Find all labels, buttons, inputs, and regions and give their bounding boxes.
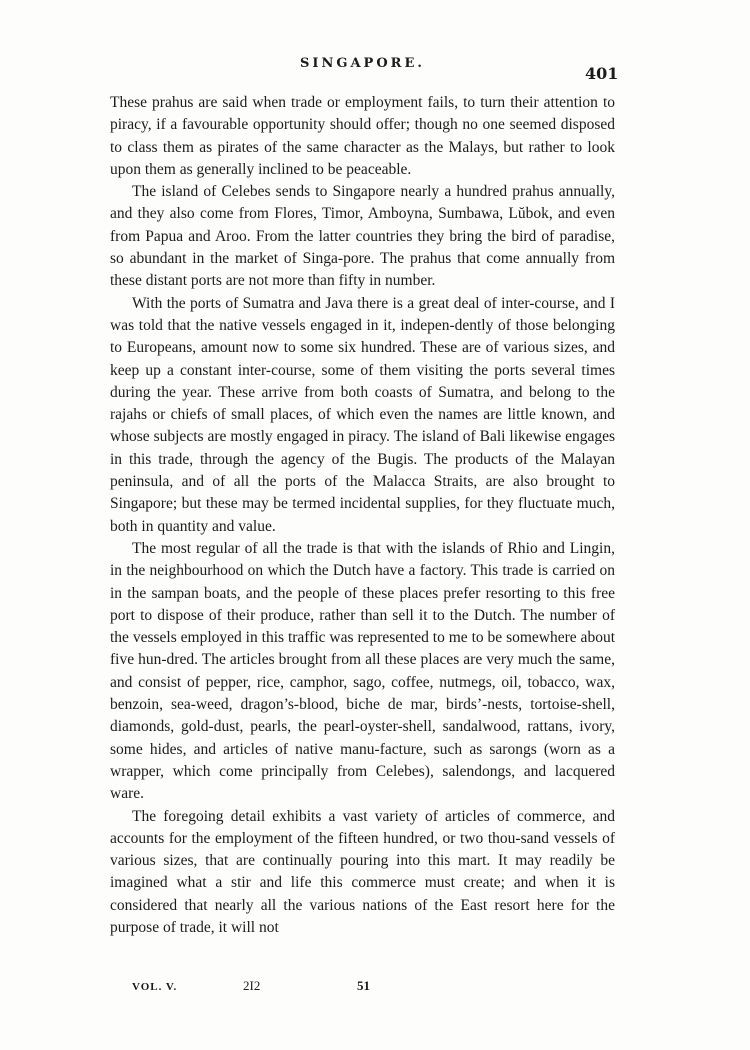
running-header bbox=[0, 56, 750, 86]
page-footer bbox=[0, 978, 750, 1002]
page-number: 401 bbox=[585, 64, 619, 83]
volume-label: VOL. V. bbox=[132, 981, 178, 993]
paragraph-rhio-lingin-trade: The most regular of all the trade is that with the islands of Rhio and Lingin, in the neighbourhood on which the Dutch have a factory. This trade is carried on in the sampan boats, and the people of these places prefer resorting to this free port to dispose of their produce, rather than sell it to the Dutch. The number of the vessels employed in this traffic was represented to me to be somewhere about five hun-dred. The articles brought from all these places are very much the same, and consist of pepper, rice, camphor, sago, coffee, nutmegs, oil, tobacco, wax, benzoin, sea-weed, dragon’s-blood, biche de mar, birds’-nests, tortoise-shell, diamonds, gold-dust, pearls, the pearl-oyster-shell, sandalwood, rattans, ivory, some hides, and articles of native manu-facture, such as sarongs (worn as a wrapper, which come principally from Celebes), salendongs, and lacquered ware. bbox=[110, 539, 615, 803]
paragraph-sumatra-java-trade: With the ports of Sumatra and Java there is a great deal of inter-course, and I was told that the native vessels engaged in it, indepen-dently of those belonging to Europeans, amount now to some six hundred. These are of various sizes, and keep up a constant inter-course, some of them visiting the ports several times during the year. These arrive from both coasts of Sumatra, and belong to the rajahs or chiefs of small places, of which even the names are little known, and whose subjects are mostly engaged in piracy. The island of Bali likewise engages in this trade, through the agency of the Bugis. The products of the Malayan peninsula, and of all the ports of the Malacca Straits, are also brought to Singapore; but these may be termed incidental supplies, for they fluctuate much, both in quantity and value. bbox=[110, 294, 615, 535]
paragraph-prahus-piracy: These prahus are said when trade or employment fails, to turn their attention to piracy, if a favourable opportunity should offer; though no one seemed disposed to class them as pirates of the same character as the Malays, but rather to look upon them as generally inclined to be peaceable. bbox=[110, 94, 615, 178]
paragraph-celebes-trade: The island of Celebes sends to Singapore nearly a hundred prahus annually, and they also come from Flores, Timor, Amboyna, Sumbawa, Lŭbok, and even from Papua and Aroo. From the latter countries they bring the bird of paradise, so abundant in the market of Singa-pore. The prahus that come annually from these distant ports are not more than fifty in number. bbox=[110, 183, 615, 290]
paragraph-commerce-summary: The foregoing detail exhibits a vast variety of articles of commerce, and accounts for the employment of the fifteen hundred, or two thou-sand vessels of various sizes, that are continually pouring into this mart. It may readily be imagined what a stir and life this commerce must create; and when it is considered that nearly all the various nations of the East resort here for the purpose of trade, it will not bbox=[110, 807, 615, 936]
sheet-number: 51 bbox=[357, 978, 370, 993]
running-title: SINGAPORE. bbox=[300, 56, 425, 71]
signature-mark: 2I2 bbox=[243, 978, 261, 993]
body-text bbox=[110, 92, 615, 939]
